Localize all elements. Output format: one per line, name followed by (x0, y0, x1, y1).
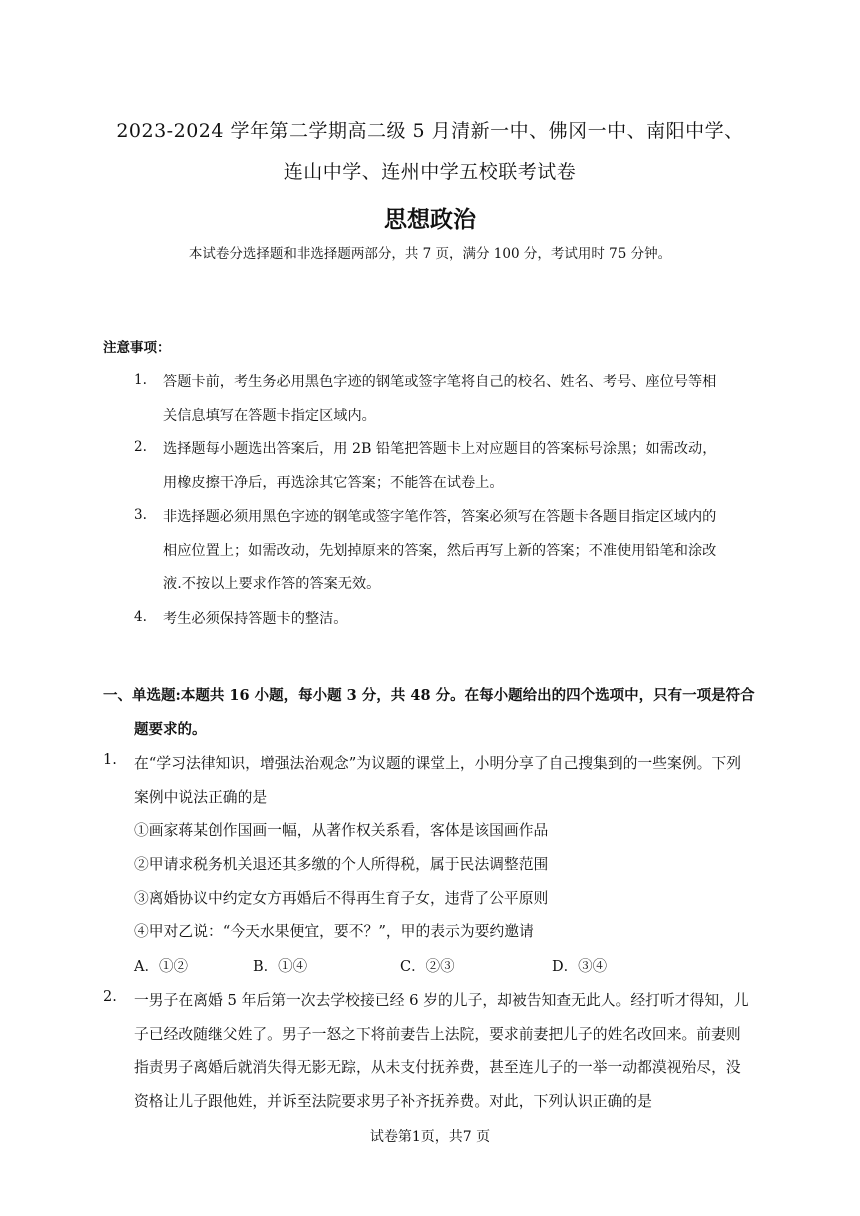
statement-2: ②甲请求税务机关退还其多缴的个人所得税，属于民法调整范围 (134, 856, 549, 873)
notice-heading: 注意事项： (103, 340, 171, 356)
option-d[interactable]: D．③④ (552, 959, 608, 975)
page-footer: 试卷第1页，共7 页 (369, 1129, 491, 1145)
question-stem-line: 在“学习法律知识，增强法治观念”为议题的课堂上，小明分享了自己搜集到的一些案例。下列 (134, 755, 742, 772)
question-stem-line: 子已经改随继父姓了。男子一怒之下将前妻告上法院，要求前妻把儿子的姓名改回来。前妻则 (134, 1026, 741, 1043)
notice-text-line: 答题卡前，考生务必用黑色字迹的钢笔或签字笔将自己的校名、姓名、考号、座位号等相 (163, 374, 717, 390)
notice-text-line: 相应位置上；如需改动，先划掉原来的答案，然后再写上新的答案；不准使用铅笔和涂改 (163, 543, 717, 559)
statement-3: ③离婚协议中约定女方再婚后不得再生育子女，违背了公平原则 (134, 890, 549, 907)
section-heading: 一、单选题:本题共 16 小题，每小题 3 分，共 48 分。在每小题给出的四个选项中，只有一项是符合 (103, 687, 755, 704)
question-stem-line: 一男子在离婚 5 年后第一次去学校接已经 6 岁的儿子，却被告知查无此人。经打听才得知，儿 (134, 992, 749, 1009)
notice-text-line: 关信息填写在答题卡指定区域内。 (163, 408, 376, 424)
option-c[interactable]: C．②③ (400, 959, 455, 975)
notice-text-line: 选择题每小题选出答案后，用 2B 铅笔把答题卡上对应题目的答案标号涂黑；如需改动， (163, 441, 717, 457)
option-b[interactable]: B．①④ (253, 959, 308, 975)
exam-title-line-2: 连山中学、连州中学五校联考试卷 (283, 161, 577, 183)
notice-number: 1. (134, 372, 147, 388)
statement-4: ④甲对乙说：“今天水果便宜，要不？”，甲的表示为要约邀请 (134, 923, 534, 940)
notice-text-line: 用橡皮擦干净后，再选涂其它答案；不能答在试卷上。 (163, 475, 504, 491)
section-heading-continued: 题要求的。 (134, 721, 207, 738)
notice-text-line: 考生必须保持答题卡的整洁。 (163, 611, 348, 627)
notice-text-line: 非选择题必须用黑色字迹的钢笔或签字笔作答，答案必须写在答题卡各题目指定区域内的 (163, 509, 717, 525)
exam-title-line-1: 2023-2024 学年第二学期高二级 5 月清新一中、佛冈一中、南阳中学、 (116, 120, 744, 142)
exam-intro: 本试卷分选择题和非选择题两部分，共 7 页，满分 100 分，考试用时 75 分钟。 (188, 246, 672, 262)
option-a[interactable]: A．①② (134, 959, 188, 975)
notice-number: 3. (134, 507, 147, 523)
question-number: 1. (103, 752, 117, 768)
notice-text-line: 液.不按以上要求作答的答案无效。 (163, 576, 381, 592)
notice-number: 4. (134, 609, 147, 625)
question-number: 2. (103, 989, 117, 1005)
question-stem-line: 资格让儿子跟他姓，并诉至法院要求男子补齐抚养费。对此，下列认识正确的是 (134, 1093, 652, 1110)
notice-number: 2. (134, 439, 147, 455)
question-stem-line: 指责男子离婚后就消失得无影无踪，从未支付抚养费，甚至连儿子的一举一动都漠视殆尽，没 (134, 1059, 741, 1076)
subject-title: 思想政治 (384, 206, 476, 233)
question-stem-line: 案例中说法正确的是 (134, 789, 268, 806)
statement-1: ①画家蒋某创作国画一幅，从著作权关系看，客体是该国画作品 (134, 822, 549, 839)
